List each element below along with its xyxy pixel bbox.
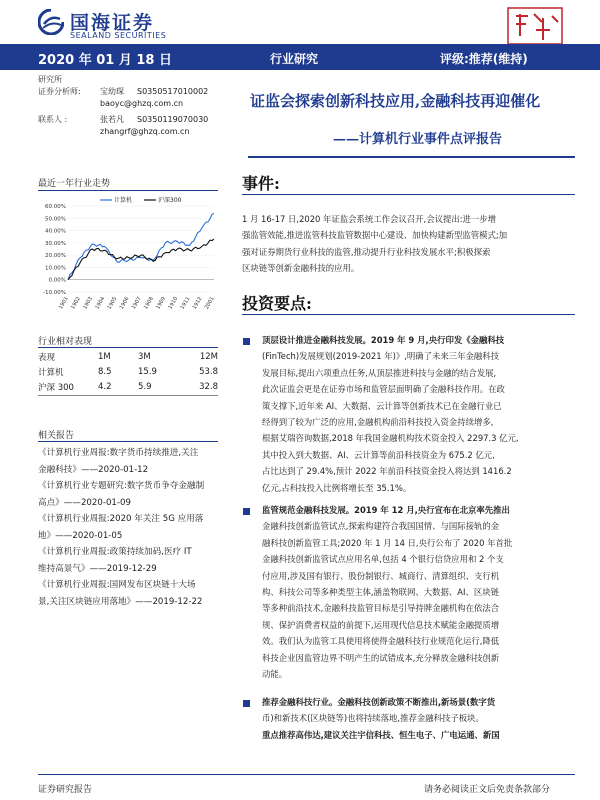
- report-title: 证监会探索创新科技应用,金融科技再迎催化: [250, 92, 541, 110]
- y-tick-label: 60.00%: [45, 204, 66, 210]
- y-tick-label: 40.00%: [45, 228, 66, 235]
- sealand-logo-icon: [38, 9, 64, 35]
- table-row: [38, 379, 218, 394]
- chart-section-label: 最近一年行业走势: [38, 179, 111, 189]
- related-report-item[interactable]: 《计算机行业周报:政策持续加码,医疗 IT 维持高景气》——2019-12-29: [38, 547, 192, 574]
- related-report-item[interactable]: 《计算机行业周报:国网发布区块链十大场 景,关注区块链应用落地》——2019-12-22: [38, 580, 203, 607]
- series-line: [68, 239, 214, 280]
- chart-section-divider: [38, 190, 218, 191]
- contact-email[interactable]: zhangrf@ghzq.com.cn: [100, 127, 190, 136]
- logo-text-cn: 国海证券: [70, 12, 155, 34]
- table-cell: 15.9: [138, 366, 157, 377]
- contact-label: 联系人 :: [38, 115, 68, 124]
- related-reports-list: [38, 445, 228, 610]
- x-tick-label: 1901: [57, 296, 70, 311]
- table-cell: 沪深 300: [38, 382, 74, 393]
- table-cell: 53.8: [199, 366, 218, 377]
- x-tick-label: 1906: [118, 296, 131, 311]
- logo-text-en: SEALAND SECURITIES: [70, 31, 167, 40]
- rating-label: 评级:推荐(维持): [440, 52, 528, 66]
- table-cell: 4.2: [98, 381, 112, 392]
- table-header-cell: 12M: [199, 351, 218, 362]
- table-cell: 计算机: [38, 367, 64, 378]
- x-tick-label: 1903: [82, 296, 95, 311]
- table-header-cell: 3M: [138, 351, 151, 362]
- report-subtitle: ——计算机行业事件点评报告: [333, 132, 503, 147]
- footer-disclaimer[interactable]: 请务必阅读正文后免责条款部分: [424, 785, 551, 795]
- points-divider: [242, 314, 575, 315]
- related-report-item[interactable]: 《计算机行业周报:数字货币持续推进,关注 金融科技》——2020-01-12: [38, 448, 199, 475]
- related-reports-label: 相关报告: [38, 431, 75, 441]
- performance-divider: [38, 347, 218, 348]
- analyst-name: 宝幼琛: [100, 87, 124, 96]
- point-paragraph-1: 顶层设计推进金融科技发展。2019 年 9 月,央行印发《金融科技 (FinTech)发展规划(2019-2021 年)》,明确了未来三年金融科技 发展目标,提出六项重点任务,从顶层推进科技与金融的结合发展, 此次证监会更是在证券市场和监管层面明确了金融科技作用。在政 策支撑下,近年来 AI、大数据、云计算等创新技术已在金融行业已 经得到了较为广泛的应用,金融机构前沿科技投入资金持续增多, 根据艾瑞咨询数据,2018 年我国金融机构技术资金投入 2297.3 亿元, 其中投入到大数据、AI、云计算等前沿科技资金为 675.2 亿元, 占比达到了 29.4%,预计 2022 年前沿科技资金投入将达到 1416.2 亿元,占科技投入比例将增长至 35.1%。: [262, 335, 519, 493]
- x-tick-label: 1908: [143, 296, 155, 311]
- x-tick-label: 2001: [203, 296, 216, 311]
- table-header-cell: 1M: [98, 351, 111, 362]
- point-paragraph-2: 监管规范金融科技发展。2019 年 12 月,央行宣布在北京率先推出 金融科技创新监管试点,探索构建符合我国国情、与国际接轨的金 融科技创新监管工具;2020 年 1 月 14 日,央行公布了 2020 年首批 金融科技创新监管试点应用名单,包括 4 个银行信贷应用和 2 个支 付应用,涉及国有银行、股份制银行、城商行、清算组织、支行机 构、科技公司等多种类型主体,涵盖物联网、大数据、AI、区块链 等多种前沿技术,金融科技监管目标是引导持牌金融机构在依法合 规、保护消费者权益的前提下,运用现代信息技术赋能金融提质增 效。我们认为监管工具使用将使得金融科技行业规范化运行,降低 科技企业因监管边界不明产生的试错成本,充分释放金融科技创新 动能。: [262, 505, 513, 680]
- industry-label: 行业研究: [270, 52, 319, 66]
- x-tick-label: 1911: [179, 296, 192, 311]
- point-paragraph-3: 推荐金融科技行业。金融科技创新政策不断推出,新场景(数字货 币)和新技术(区块链等)也将持续落地,推荐金融科技子板块。 重点推荐高伟达,建议关注宇信科技、恒生电子、广电运通、新国: [262, 697, 500, 740]
- performance-section-label: 行业相对表现: [38, 337, 93, 347]
- y-tick-label: -10.00%: [43, 290, 66, 296]
- event-heading: 事件:: [242, 174, 280, 193]
- red-seal-stamp-icon: [506, 6, 564, 46]
- performance-table: [38, 349, 218, 394]
- bullet-square-icon: [243, 338, 250, 345]
- table-header-row: [38, 349, 218, 364]
- x-tick-label: 1910: [167, 296, 180, 311]
- bullet-square-icon: [243, 700, 250, 707]
- table-cell: 5.9: [138, 381, 152, 392]
- table-cell: 8.5: [98, 366, 112, 377]
- x-tick-label: 1909: [155, 296, 168, 311]
- footer-left-label: 证券研究报告: [38, 785, 93, 795]
- research-institute-label: 研究所: [38, 75, 62, 84]
- related-divider: [38, 441, 218, 442]
- related-report-item[interactable]: 《计算机行业专题研究:数字货币争夺金融制 高点》——2020-01-09: [38, 481, 205, 508]
- industry-trend-chart: [38, 194, 218, 320]
- x-tick-label: 1912: [191, 296, 204, 311]
- y-tick-label: 20.00%: [45, 253, 66, 260]
- x-tick-label: 1902: [70, 296, 82, 311]
- legend-label: 计算机: [114, 197, 133, 204]
- bullet-square-icon: [243, 508, 250, 515]
- contact-id: S0350119070030: [137, 115, 209, 124]
- event-divider: [242, 194, 575, 195]
- table-header-cell: 表现: [38, 352, 56, 363]
- legend-label: 沪深300: [158, 197, 182, 204]
- related-report-item[interactable]: 《计算机行业周报:2020 年关注 5G 应用落 地》——2020-01-05: [38, 514, 204, 541]
- x-tick-label: 1905: [106, 296, 119, 311]
- report-date: 2020 年 01 月 18 日: [38, 53, 172, 68]
- y-tick-label: 10.00%: [45, 265, 66, 272]
- y-tick-label: 30.00%: [45, 240, 66, 247]
- title-divider: [248, 156, 575, 158]
- table-cell: 32.8: [199, 381, 218, 392]
- x-tick-label: 1907: [130, 296, 143, 311]
- y-tick-label: 50.00%: [45, 216, 66, 223]
- points-heading: 投资要点:: [242, 294, 312, 313]
- event-paragraph: 1 月 16-17 日,2020 年证监会系统工作会议召开,会议提出:进一步增 强监管效能,推进监管科技监管数据中心建设、加快构建新型监管模式;加 强对证券期货行业科技的监管,推动提升行业科技发展水平;积极探索 区块链等创新金融科技的应用。: [242, 214, 508, 274]
- y-tick-label: 0.00%: [48, 277, 66, 284]
- contact-name: 张若凡: [100, 115, 124, 124]
- footer-divider: [38, 774, 575, 775]
- analyst-email[interactable]: baoyc@ghzq.com.cn: [100, 99, 184, 108]
- x-tick-label: 1904: [94, 296, 107, 311]
- series-line: [68, 213, 214, 279]
- analyst-id: S0350517010002: [137, 87, 209, 96]
- table-bottom-rule: [38, 395, 218, 396]
- table-row: [38, 364, 218, 379]
- analyst-label: 证券分析师:: [38, 87, 81, 96]
